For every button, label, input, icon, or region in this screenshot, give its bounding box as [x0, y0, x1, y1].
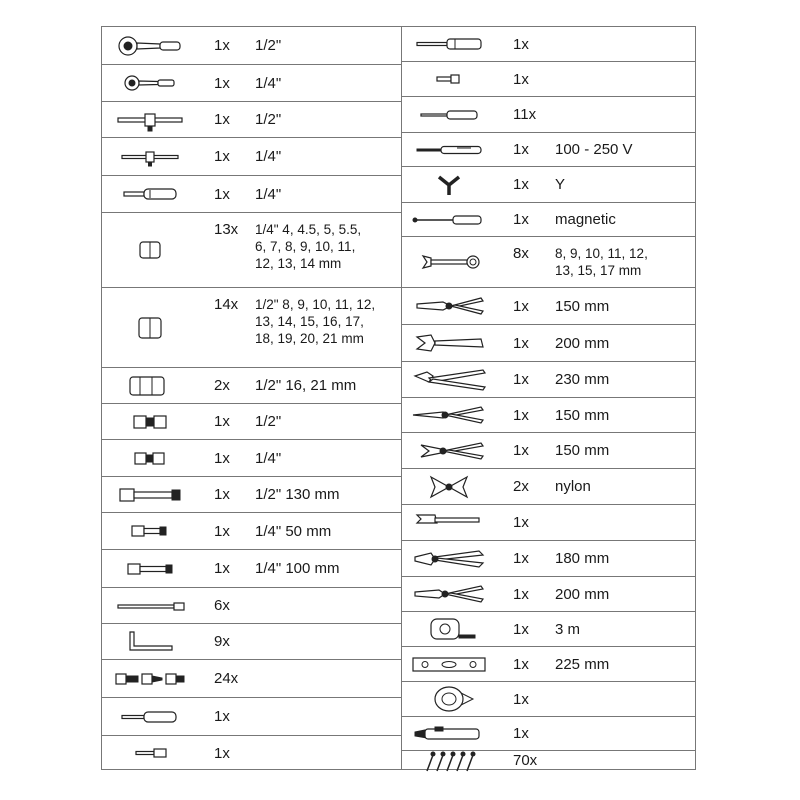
utility-knife-icon [407, 717, 491, 750]
table-row [401, 167, 695, 203]
item-quantity: 1x [214, 413, 230, 430]
item-quantity: 1x [513, 586, 529, 603]
item-quantity: 1x [513, 442, 529, 459]
table-row [102, 477, 401, 513]
table-row [102, 660, 401, 698]
item-specification: 200 mm [555, 335, 610, 352]
socket-large-icon [108, 288, 192, 367]
table-row [102, 698, 401, 736]
item-quantity: 1x [513, 371, 529, 388]
extension-bar-small-icon [108, 513, 192, 549]
extension-bar-medium-icon [108, 550, 192, 587]
item-specification: 150 mm [555, 442, 610, 459]
item-specification: 230 mm [555, 371, 610, 388]
combination-wrench-icon [407, 237, 491, 287]
item-specification: 1/2" [255, 111, 282, 128]
universal-joint-small-icon [108, 440, 192, 476]
item-specification: 150 mm [555, 298, 610, 315]
item-specification: 180 mm [555, 550, 610, 567]
item-quantity: 1x [214, 523, 230, 540]
ratchet-small-icon [108, 65, 192, 101]
item-specification: 1/4" [255, 75, 282, 92]
table-row [102, 624, 401, 660]
item-quantity: 1x [214, 75, 230, 92]
item-quantity: 1x [214, 745, 230, 762]
item-quantity: 1x [214, 486, 230, 503]
table-row [102, 404, 401, 440]
table-row [102, 102, 401, 138]
item-quantity: 1x [513, 211, 529, 228]
screwdriver-large-icon [407, 27, 491, 61]
item-quantity: 1x [214, 37, 230, 54]
table-row [102, 440, 401, 477]
stripping-pliers-icon [407, 577, 491, 611]
item-specification: 1/2" [255, 37, 282, 54]
item-quantity: 1x [513, 725, 529, 742]
item-specification: 1/2" [255, 413, 282, 430]
t-bar-large-icon [108, 102, 192, 137]
item-quantity: 9x [214, 633, 230, 650]
item-quantity: 1x [513, 621, 529, 638]
item-specification: 100 - 250 V [555, 141, 633, 158]
table-row [401, 682, 695, 717]
left-column [102, 27, 402, 769]
table-row [102, 368, 401, 404]
table-row [102, 138, 401, 176]
locking-pliers-icon [407, 541, 491, 576]
item-specification: 1/4" [255, 186, 282, 203]
y-wrench-icon [407, 167, 491, 202]
item-specification: 225 mm [555, 656, 610, 673]
item-specification: 200 mm [555, 586, 610, 603]
insulating-tape-icon [407, 682, 491, 716]
precision-screwdriver-icon [407, 97, 491, 132]
item-specification: magnetic [555, 211, 616, 228]
item-specification: 1/2" 16, 21 mm [255, 377, 357, 394]
table-row [102, 588, 401, 624]
item-quantity: 14x [214, 296, 239, 313]
item-quantity: 1x [513, 407, 529, 424]
screwdriver-bits-icon [108, 660, 192, 697]
item-quantity: 2x [214, 377, 230, 394]
screws-icon [407, 751, 491, 770]
table-row [102, 65, 401, 102]
table-row [401, 203, 695, 237]
long-nose-pliers-icon [407, 398, 491, 432]
item-quantity: 1x [513, 514, 529, 531]
table-row [401, 97, 695, 133]
bit-adapter-icon [108, 736, 192, 770]
item-quantity: 1x [513, 550, 529, 567]
item-quantity: 70x [513, 752, 538, 769]
table-row [102, 513, 401, 550]
water-pump-pliers-icon [407, 362, 491, 397]
item-quantity: 1x [214, 186, 230, 203]
item-quantity: 1x [214, 560, 230, 577]
table-row [401, 577, 695, 612]
universal-joint-large-icon [108, 404, 192, 439]
hex-key-icon [108, 624, 192, 659]
extension-bar-large-icon [108, 477, 192, 512]
item-specification: nylon [555, 478, 591, 495]
item-quantity: 24x [214, 670, 239, 687]
item-quantity: 11x [513, 106, 537, 123]
table-row [401, 133, 695, 167]
table-row [401, 237, 695, 288]
table-row [102, 27, 401, 65]
item-specification: 1/2" 8, 9, 10, 11, 12, 13, 14, 15, 16, 17, 18, 19, 20, 21 mm [255, 297, 376, 346]
tool-set-contents-table [101, 26, 696, 770]
item-quantity: 2x [513, 478, 529, 495]
table-row [401, 362, 695, 398]
table-row [401, 647, 695, 682]
item-quantity: 1x [214, 708, 230, 725]
item-quantity: 1x [513, 298, 529, 315]
item-quantity: 1x [214, 111, 230, 128]
item-specification: 150 mm [555, 407, 610, 424]
combination-pliers-icon [407, 288, 491, 324]
table-row [401, 62, 695, 97]
spinner-handle-icon [108, 176, 192, 212]
table-row [401, 612, 695, 647]
magnetic-pickup-icon [407, 203, 491, 236]
bit-holder-screwdriver-icon [108, 698, 192, 735]
ratchet-large-icon [108, 27, 192, 64]
table-row [401, 469, 695, 505]
bit-holder-icon [407, 62, 491, 96]
bit-extension-icon [108, 588, 192, 623]
item-quantity: 1x [513, 71, 529, 88]
item-specification: 1/4" 50 mm [255, 523, 332, 540]
item-specification: 8, 9, 10, 11, 12, 13, 15, 17 mm [555, 246, 648, 278]
table-row [401, 325, 695, 362]
item-quantity: 1x [513, 335, 529, 352]
item-specification: 1/4" [255, 450, 282, 467]
hammer-icon [407, 505, 491, 540]
voltage-tester-icon [407, 133, 491, 166]
table-row [401, 541, 695, 577]
item-quantity: 1x [513, 691, 529, 708]
item-quantity: 1x [513, 36, 529, 53]
table-row [401, 751, 695, 770]
item-specification: 1/2" 130 mm [255, 486, 340, 503]
item-quantity: 1x [214, 450, 230, 467]
table-row [102, 288, 401, 368]
spring-clamp-icon [407, 469, 491, 504]
item-specification: 1/4" 100 mm [255, 560, 340, 577]
t-bar-small-icon [108, 138, 192, 175]
table-row [401, 288, 695, 325]
item-quantity: 6x [214, 597, 230, 614]
right-column [401, 27, 695, 769]
item-quantity: 13x [214, 221, 239, 238]
item-specification: Y [555, 176, 566, 193]
socket-small-icon [108, 213, 192, 287]
adjustable-wrench-icon [407, 325, 491, 361]
diagonal-cutter-icon [407, 433, 491, 468]
spark-plug-socket-icon [108, 368, 192, 403]
table-row [102, 213, 401, 288]
table-row [401, 27, 695, 62]
item-quantity: 1x [214, 148, 230, 165]
table-row [102, 550, 401, 588]
table-row [401, 433, 695, 469]
item-specification: 3 m [555, 621, 581, 638]
table-row [401, 398, 695, 433]
item-quantity: 1x [513, 656, 529, 673]
spirit-level-icon [407, 647, 491, 681]
item-specification: 1/4" 4, 4.5, 5, 5.5, 6, 7, 8, 9, 10, 11, 12, 13, 14 mm [255, 222, 362, 271]
item-quantity: 1x [513, 141, 529, 158]
item-quantity: 1x [513, 176, 529, 193]
table-row [401, 505, 695, 541]
table-row [102, 176, 401, 213]
item-quantity: 8x [513, 245, 529, 262]
item-specification: 1/4" [255, 148, 282, 165]
tape-measure-icon [407, 612, 491, 646]
table-row [102, 736, 401, 770]
